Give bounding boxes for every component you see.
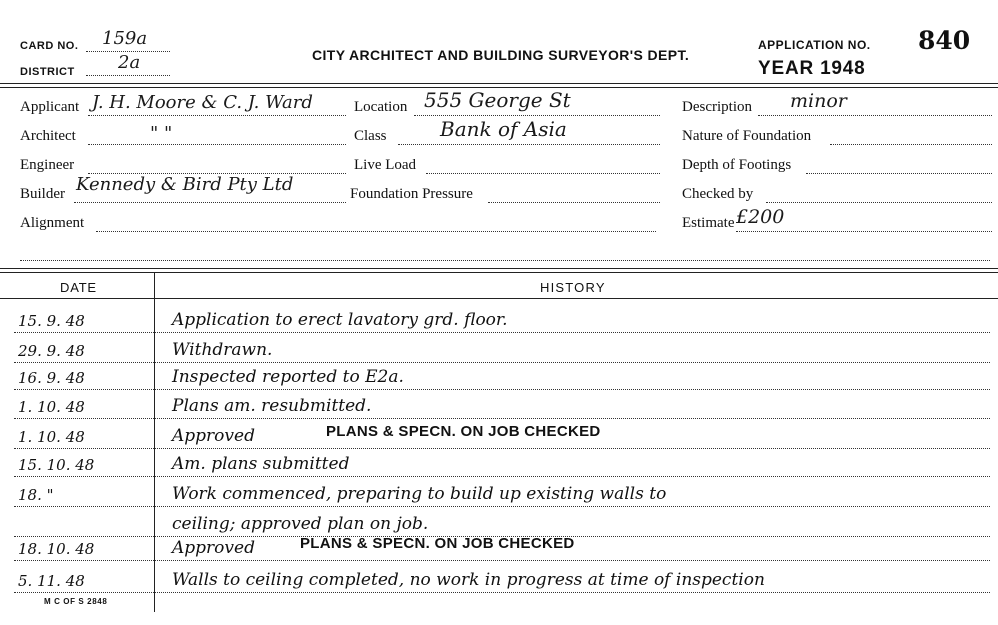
history-row-date: 15. 9. 48 bbox=[18, 312, 85, 330]
estimate-line bbox=[736, 231, 992, 232]
history-row-date: 15. 10. 48 bbox=[18, 456, 95, 474]
checked-by-label: Checked by bbox=[682, 186, 754, 202]
applicant-line bbox=[88, 115, 346, 116]
history-row-text: Approved bbox=[172, 426, 255, 446]
district-label: DISTRICT bbox=[20, 66, 75, 78]
class-value: Bank of Asia bbox=[440, 117, 567, 141]
live-load-label: Live Load bbox=[354, 157, 417, 173]
history-row-date: 18. " bbox=[18, 486, 54, 504]
history-row-line bbox=[14, 506, 990, 507]
history-row-text: Withdrawn. bbox=[172, 340, 273, 360]
history-row-line bbox=[14, 476, 990, 477]
architect-label: Architect bbox=[20, 128, 76, 144]
table-rule-top-1 bbox=[0, 268, 998, 269]
alignment-line bbox=[96, 231, 656, 232]
history-row-text: ceiling; approved plan on job. bbox=[172, 514, 429, 534]
date-header: DATE bbox=[60, 280, 97, 295]
year-label: YEAR 1948 bbox=[758, 58, 866, 79]
district-line bbox=[86, 75, 170, 76]
history-row-line bbox=[14, 332, 990, 333]
history-row-date: 16. 9. 48 bbox=[18, 369, 85, 387]
depth-footings-line bbox=[806, 173, 992, 174]
history-row-stamp: PLANS & SPECN. ON JOB CHECKED bbox=[326, 423, 601, 440]
history-row-text: Inspected reported to E2a. bbox=[172, 367, 404, 387]
location-line bbox=[414, 115, 660, 116]
application-no-value: 840 bbox=[918, 26, 971, 55]
location-value: 555 George St bbox=[424, 88, 571, 112]
builder-value: Kennedy & Bird Pty Ltd bbox=[76, 174, 294, 195]
table-rule-top-2 bbox=[0, 272, 998, 273]
description-label: Description bbox=[682, 99, 752, 115]
history-row-text: Approved bbox=[172, 538, 255, 558]
architect-value: " " bbox=[150, 123, 173, 144]
history-row-date: 18. 10. 48 bbox=[18, 540, 95, 558]
history-row-text: Application to erect lavatory grd. floor. bbox=[172, 310, 508, 330]
history-row-stamp: PLANS & SPECN. ON JOB CHECKED bbox=[300, 535, 575, 552]
dept-title: CITY ARCHITECT AND BUILDING SURVEYOR'S DEPT. bbox=[312, 47, 690, 63]
form-code: M C OF S 2848 bbox=[44, 597, 108, 606]
class-line bbox=[398, 144, 660, 145]
history-row-line bbox=[14, 362, 990, 363]
foundation-pressure-label: Foundation Pressure bbox=[350, 186, 473, 202]
history-row-text: Plans am. resubmitted. bbox=[172, 396, 372, 416]
engineer-label: Engineer bbox=[20, 157, 75, 173]
nature-foundation-line bbox=[830, 144, 992, 145]
column-divider bbox=[154, 272, 155, 612]
applicant-value: J. H. Moore & C. J. Ward bbox=[92, 92, 313, 113]
history-row-text: Am. plans submitted bbox=[172, 454, 350, 474]
checked-by-line bbox=[766, 202, 992, 203]
table-rule-under-header bbox=[0, 298, 998, 299]
card-no-value: 159a bbox=[102, 28, 148, 49]
history-header: HISTORY bbox=[540, 280, 606, 295]
builder-label: Builder bbox=[20, 186, 65, 202]
estimate-label: Estimate bbox=[682, 215, 735, 231]
history-row-date: 1. 10. 48 bbox=[18, 398, 85, 416]
history-row-date: 29. 9. 48 bbox=[18, 342, 85, 360]
location-label: Location bbox=[354, 99, 408, 115]
history-row-line bbox=[14, 560, 990, 561]
description-line bbox=[758, 115, 992, 116]
foundation-pressure-line bbox=[488, 202, 660, 203]
description-value: minor bbox=[790, 90, 847, 112]
history-row-line bbox=[14, 418, 990, 419]
header-rule-1 bbox=[0, 83, 998, 84]
depth-footings-label: Depth of Footings bbox=[682, 157, 792, 173]
alignment-label: Alignment bbox=[20, 215, 85, 231]
history-row-text: Walls to ceiling completed, no work in progress at time of inspection bbox=[172, 570, 765, 590]
history-row-line bbox=[14, 389, 990, 390]
applicant-label: Applicant bbox=[20, 99, 80, 115]
builder-line bbox=[74, 202, 346, 203]
spare-line bbox=[20, 260, 990, 261]
application-no-label: APPLICATION NO. bbox=[758, 38, 871, 52]
history-row-date: 5. 11. 48 bbox=[18, 572, 85, 590]
history-row-line bbox=[14, 448, 990, 449]
history-row-text: Work commenced, preparing to build up existing walls to bbox=[172, 484, 667, 504]
nature-foundation-label: Nature of Foundation bbox=[682, 128, 812, 144]
district-value: 2a bbox=[118, 52, 141, 73]
live-load-line bbox=[426, 173, 660, 174]
class-label: Class bbox=[354, 128, 387, 144]
architect-line bbox=[88, 144, 346, 145]
history-row-line bbox=[14, 592, 990, 593]
history-row-date: 1. 10. 48 bbox=[18, 428, 85, 446]
estimate-value: £200 bbox=[736, 206, 785, 228]
card-no-label: CARD NO. bbox=[20, 40, 79, 52]
